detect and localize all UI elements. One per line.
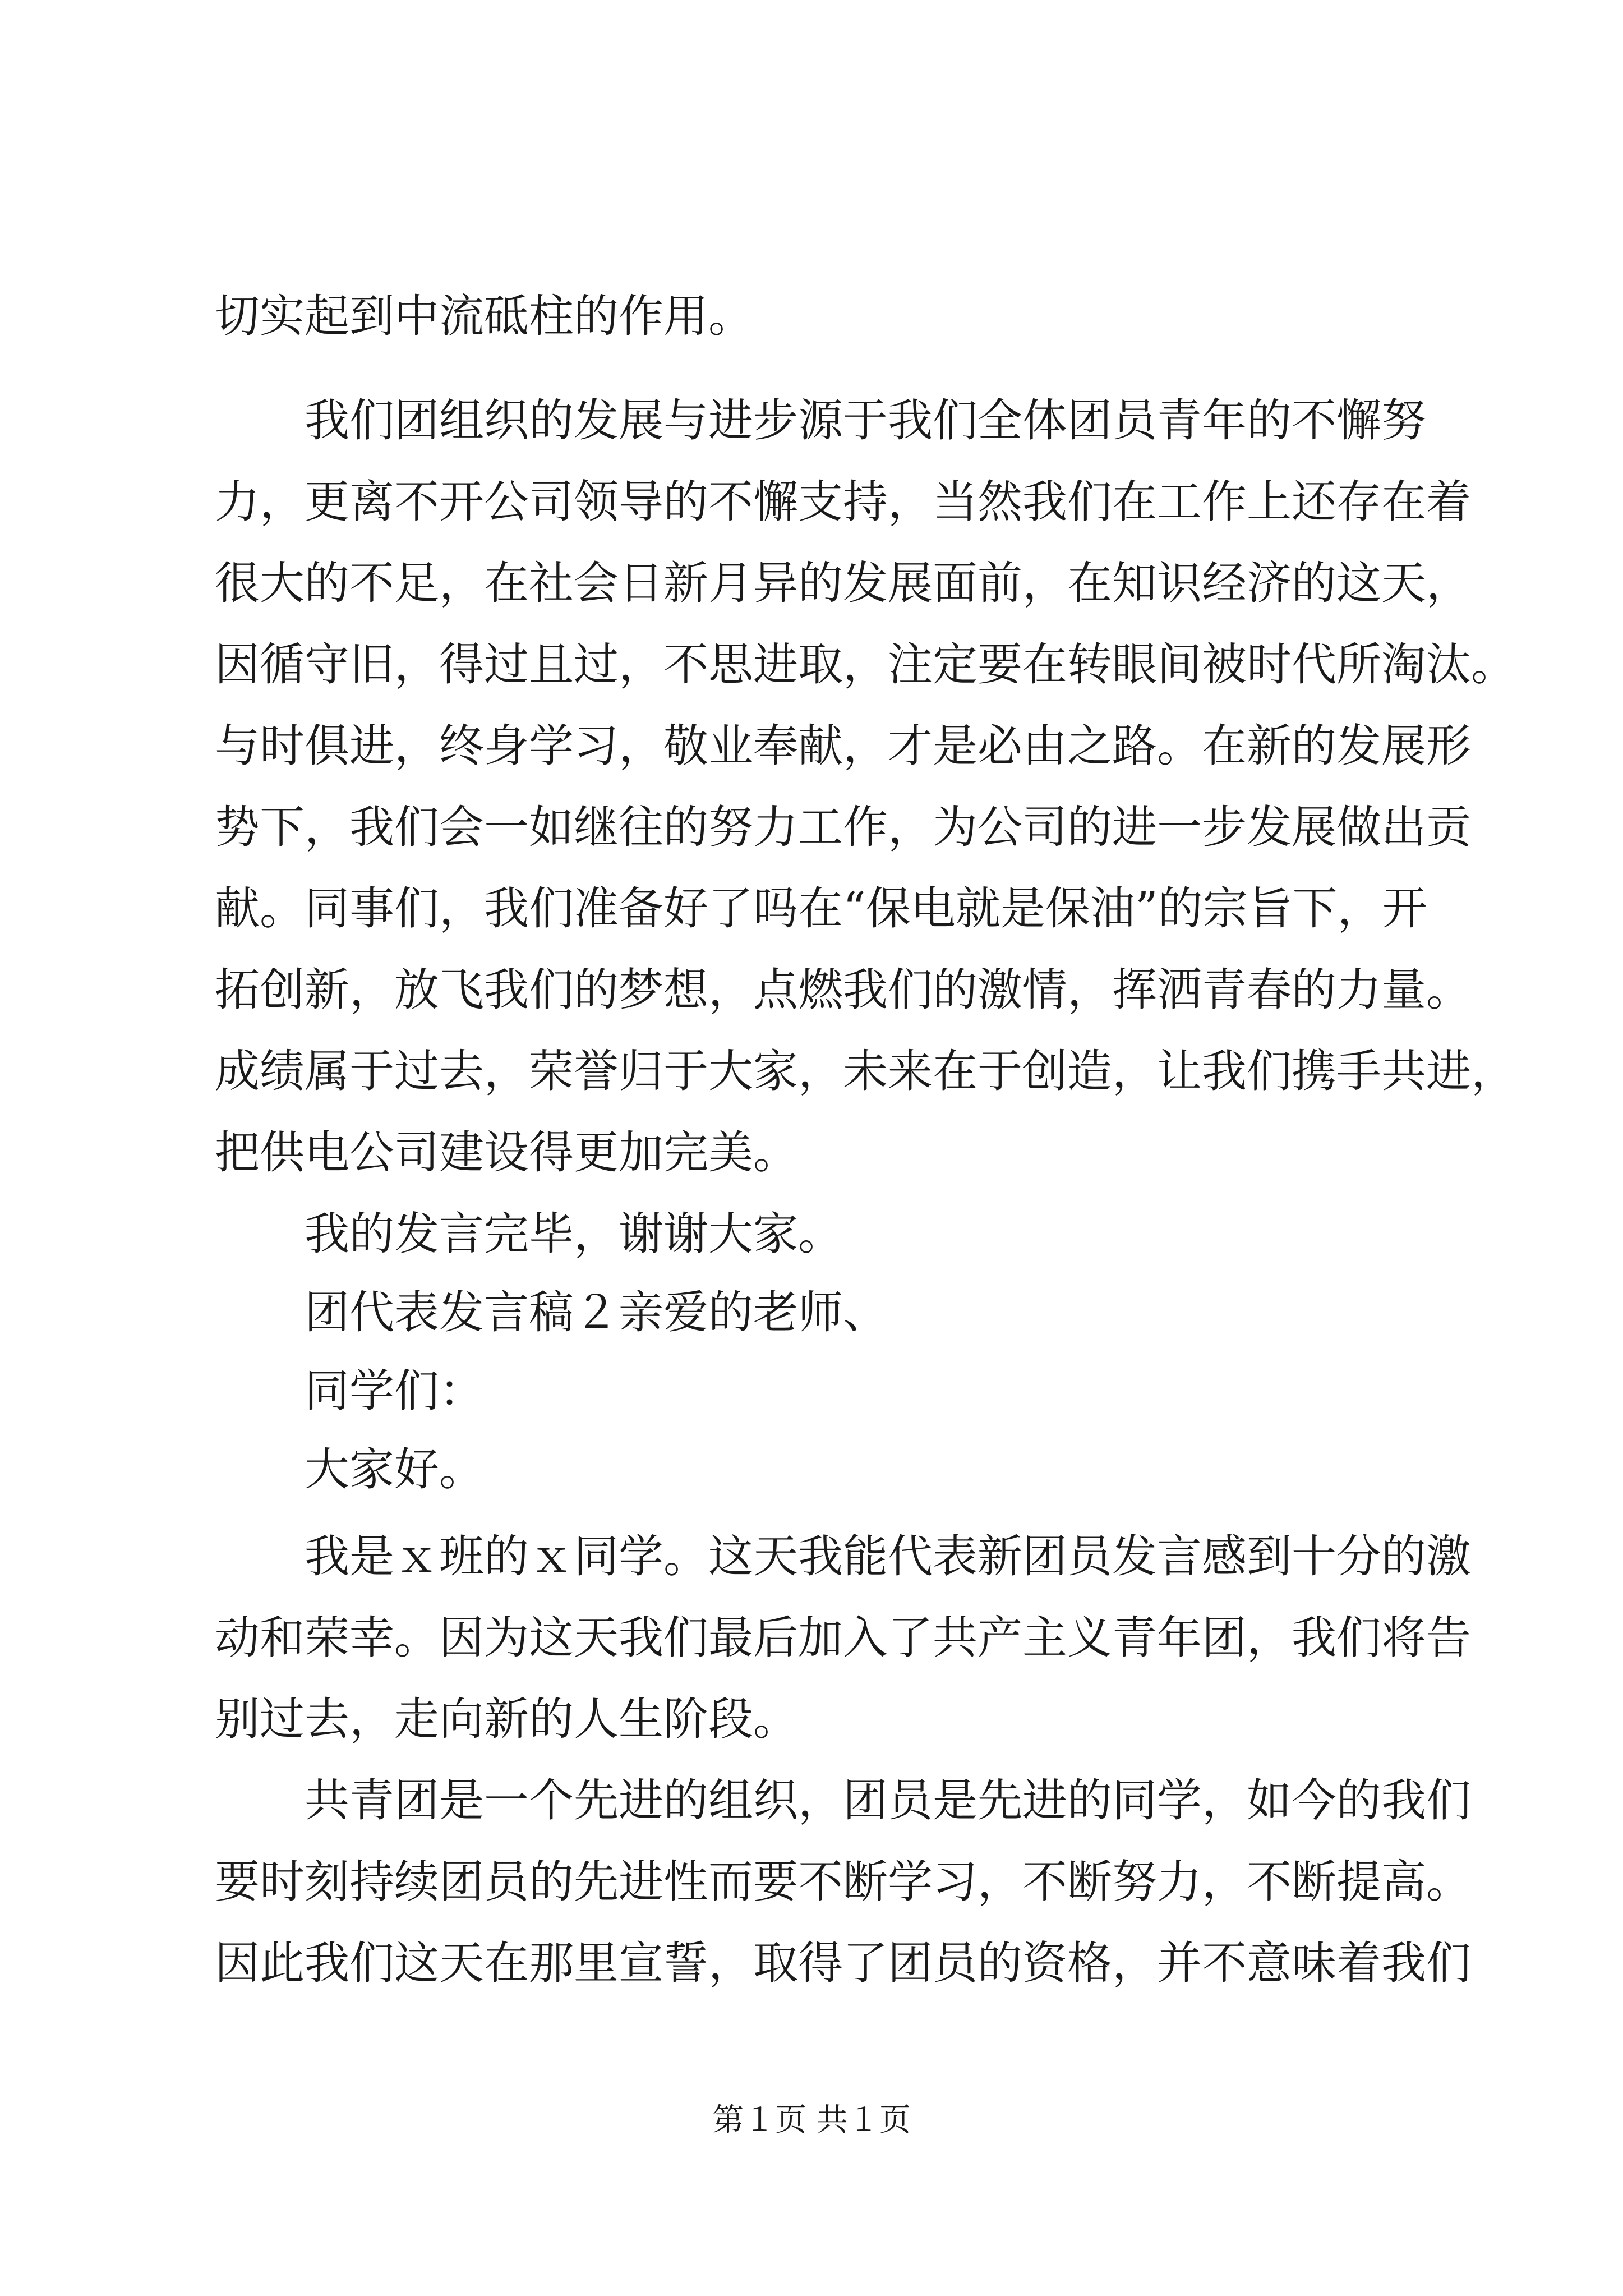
text-line: 势下，我们会一如继往的努力工作，为公司的进一步发展做出贡 xyxy=(215,801,1471,853)
text-line: 团代表发言稿２亲爱的老师、 xyxy=(305,1286,888,1338)
text-line: 因循守旧，得过且过，不思进取，注定要在转眼间被时代所淘汰。 xyxy=(215,638,1516,691)
text-line: 与时俱进，终身学习，敬业奉献，才是必由之路。在新的发展形 xyxy=(215,720,1471,772)
text-line: 别过去，走向新的人生阶段。 xyxy=(215,1693,798,1745)
text-line: 动和荣幸。因为这天我们最后加入了共产主义青年团，我们将告 xyxy=(215,1612,1471,1664)
text-line: 成绩属于过去，荣誉归于大家，未来在于创造，让我们携手共进， xyxy=(215,1045,1516,1097)
text-line: 我是ｘ班的ｘ同学。这天我能代表新团员发言感到十分的激 xyxy=(305,1530,1471,1582)
text-line: 切实起到中流砥柱的作用。 xyxy=(215,290,753,342)
text-line: 我们团组织的发展与进步源于我们全体团员青年的不懈努 xyxy=(305,394,1426,447)
text-line: 拓创新，放飞我们的梦想，点燃我们的激情，挥洒青春的力量。 xyxy=(215,964,1471,1016)
page-footer: 第１页 共１页 xyxy=(712,2102,911,2138)
text-line: 同学们： xyxy=(305,1365,484,1417)
text-line: 献。同事们，我们准备好了吗在“保电就是保油”的宗旨下，开 xyxy=(215,882,1427,935)
text-line: 力，更离不开公司领导的不懈支持，当然我们在工作上还存在着 xyxy=(215,476,1471,528)
text-line: 大家好。 xyxy=(305,1443,484,1496)
text-line: 因此我们这天在那里宣誓，取得了团员的资格，并不意味着我们 xyxy=(215,1937,1471,1989)
text-line: 我的发言完毕，谢谢大家。 xyxy=(305,1208,843,1260)
text-line: 共青团是一个先进的组织，团员是先进的同学，如今的我们 xyxy=(305,1774,1471,1826)
text-line: 很大的不足，在社会日新月异的发展面前，在知识经济的这天， xyxy=(215,557,1471,609)
text-line: 要时刻持续团员的先进性而要不断学习，不断努力，不断提高。 xyxy=(215,1856,1471,1908)
text-line: 把供电公司建设得更加完美。 xyxy=(215,1126,798,1179)
